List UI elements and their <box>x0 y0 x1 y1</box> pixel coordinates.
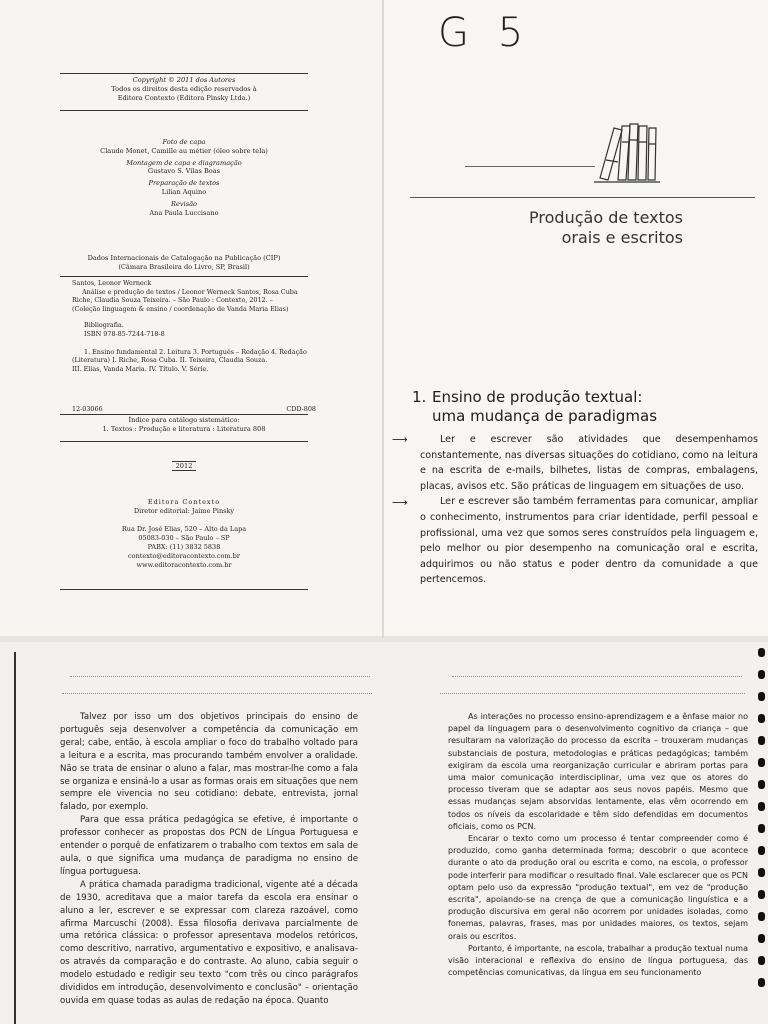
section-title-line2: uma mudança de paradigmas <box>432 407 658 425</box>
cip-line: Riche, Claudia Souza Teixeira. – São Paulo : Contexto, 2012. – <box>72 296 273 305</box>
credit-name: Lilian Aquino <box>161 187 207 196</box>
section-number: 1. <box>412 388 427 406</box>
book-fold <box>382 0 384 638</box>
index-block <box>60 416 308 434</box>
page-edge <box>14 652 16 1024</box>
chapter-title-line1: Produção de textos <box>529 208 683 227</box>
cip-biblio: Bibliografia. <box>84 321 124 330</box>
header-dotted-rule <box>452 676 742 677</box>
rights-line: Todos os direitos desta edição reservados à <box>111 84 257 93</box>
handwritten-note: G 5 <box>438 10 532 56</box>
cip-title: Dados Internacionais de Catalogação na Publicação (CIP) <box>87 254 281 262</box>
cip-line: Santos, Leonor Werneck <box>72 279 152 287</box>
credit-role: Revisão <box>171 199 197 208</box>
paragraph: Portanto, é importante, na escola, trabalhar a produção textual numa visão interacional e reflexiva do ensino de língua portuguesa, das competências comunicativas, da língua em seu funcionamento <box>448 943 748 978</box>
cip-code-right: CDD-808 <box>286 405 316 413</box>
spiral-binding-icon <box>758 648 766 1024</box>
header-dotted-rule <box>70 676 370 677</box>
page-gutter <box>0 636 768 642</box>
credit-name: Gustavo S. Vilas Boas <box>147 167 221 176</box>
margin-arrow-icon: ⟶ <box>392 433 408 446</box>
credit-role: Preparação de textos <box>148 179 220 188</box>
publisher-email: contexto@editoracontexto.com.br <box>128 552 240 560</box>
right-body-text <box>448 711 748 979</box>
cip-subject: (Literatura) I. Riche, Rosa Cuba. II. Teixeira, Claudia Souza. <box>72 356 268 365</box>
paragraph: A prática chamada paradigma tradicional, vigente até a década de 1930, acreditava que a maior tarefa da escola era ensinar o aluno a ler, escrever e se expressar com clareza razoável, como afirma Marcuschi (2008). Essa filosofia derivava parcialmente de uma retórica clássica: o professor apresentava modelos retóricos, como descritivo, narrativo, argumentativo e expositivo, e analisava-os através da comparação e do contraste. Ao aluno, cabia seguir o modelo estudado e redigir seu texto "com três ou cinco parágrafos divididos em introdução, desenvolvimento e conclusão" – orientação ouvida em quase todas as aulas de redação na época. Quanto <box>60 879 358 1006</box>
copyright-line: Copyright © 2011 dos Autores <box>132 76 236 84</box>
books-illustration-icon <box>592 120 662 190</box>
copyright-rule <box>60 110 308 111</box>
credit-role: Montagem de capa e diagramação <box>126 158 242 167</box>
publisher-address: Rua Dr. José Elias, 520 – Alto da Lapa <box>121 525 247 533</box>
publisher-director: Diretor editorial: Jaime Pinsky <box>133 507 235 515</box>
publisher-block <box>60 498 308 570</box>
year: 2012 <box>60 462 308 471</box>
section-title-line1: Ensino de produção textual: <box>432 388 643 406</box>
credits-block <box>60 138 308 217</box>
section-body <box>392 432 758 588</box>
index-title: Índice para catálogo sistemático: <box>128 416 240 424</box>
header-dotted-rule <box>440 693 745 694</box>
paragraph: Talvez por isso um dos objetivos principais do ensino de português seja desenvolver a competência da comunicação em geral; cabe, então, à escola ampliar o foco do trabalho voltado para a leitura e a escrita, mas procurando também envolver a oralidade. Não se trata de ensinar o aluno a falar, mas mostrar-lhe como a fala se organiza e ensiná-lo a usar as formas orais em situações que nem sempre ele vivencia no seu cotidiano: debate, entrevista, jornal falado, por exemplo. <box>60 712 358 813</box>
publisher-web: www.editoracontexto.com.br <box>136 561 232 569</box>
paragraph: Para que essa prática pedagógica se efetive, é importante o professor conhecer as propostas dos PCN de Língua Portuguesa e entender o porquê de enfatizarem o trabalho com textos em sala de aula, o que significa uma mudança de paradigma no ensino de língua portuguesa. <box>60 815 358 877</box>
cip-code-left: 12-03066 <box>72 405 103 413</box>
copyright-block <box>60 76 308 102</box>
paragraph: Ler e escrever são também ferramentas para comunicar, ampliar o conhecimento, instrumentos para criar identidade, perfil pessoal e profissional, uma vez que somos seres construídos pela linguagem e, pelo melhor ou pior desempenho na comunicação oral e escrita, adquirimos ou não status e poder dentro da comunidade a que pertencemos. <box>420 496 758 586</box>
paragraph: Encarar o texto como um processo é tentar compreender como é produzido, como ganha determinada forma; descobrir o que acontece durante o ato da produção oral ou escrita e como, na escola, o professor pode interferir para modificar o resultado final. Vale esclarecer que os PCN optam pelo uso da expressão "produção textual", em vez de "produção escrita", apoiando-se na crença de que a comunicação linguística e a produção discursiva em geral não ocorrem por unidades isoladas, como fonemas, palavras, frases, mas por unidades maiores, os textos, sejam orais ou escritos. <box>448 834 748 941</box>
credit-role: Foto de capa <box>162 138 206 146</box>
cip-subject: 1. Ensino fundamental 2. Leitura 3. Português – Redação 4. Redação <box>84 347 307 356</box>
publisher-name: Editora Contexto <box>147 498 221 506</box>
chapter-rule <box>410 197 755 198</box>
header-dotted-rule <box>62 693 372 694</box>
left-body-text <box>60 711 358 1008</box>
paragraph: Ler e escrever são atividades que desempenhamos constantemente, nas diversas situações do cotidiano, como na leitura e na escrita de e-mails, bilhetes, listas de compras, embalagens, placas, avisos etc. São práticas de linguagem em situações de uso. <box>420 434 758 492</box>
index-rule <box>60 441 308 442</box>
cip-subtitle: (Câmara Brasileira do Livro, SP, Brasil) <box>118 262 250 271</box>
publisher-line: Editora Contexto (Editora Pinsky Ltda.) <box>117 93 251 102</box>
header-rule <box>465 166 595 167</box>
cip-heading <box>60 254 308 272</box>
cip-rule <box>60 276 308 277</box>
margin-arrow-icon: ⟶ <box>392 496 408 509</box>
chapter-title <box>529 208 683 248</box>
publisher-zip: 05083-030 – São Paulo – SP <box>138 534 230 542</box>
section-heading <box>412 388 657 426</box>
cip-line: (Coleção linguagem & ensino / coordenação de Vanda Maria Elias) <box>72 304 289 313</box>
bottom-rule <box>60 589 308 590</box>
chapter-title-line2: orais e escritos <box>561 228 683 247</box>
cip-isbn: ISBN 978-85-7244-718-8 <box>84 329 165 338</box>
credit-name: Claude Monet, Camille au métier (óleo sobre tela) <box>100 146 268 155</box>
codes-rule <box>60 414 308 415</box>
cip-codes <box>72 405 316 414</box>
cip-entry <box>72 279 312 373</box>
cip-subject: III. Elias, Vanda Maria. IV. Título. V. Série. <box>72 364 209 373</box>
index-entry: 1. Textos : Produção e literatura : Literatura 808 <box>102 424 266 433</box>
top-rule <box>60 73 308 74</box>
paragraph: As interações no processo ensino-aprendizagem e a ênfase maior no papel da linguagem para o desenvolvimento cognitivo da criança – que resultaram na valorização do processo da escrita – trouxeram mudanças substanciais de postura, metodologias e práticas pedagógicas; também exigiram da escola uma reorganização curricular e abriram portas para uma maior comunicação interdisciplinar, uma vez que os atores do processo tiveram que se adaptar aos seus novos papéis. Mesmo que essas mudanças sejam absorvidas lentamente, elas vêm ocorrendo em todos os níveis da escolaridade e têm sido defendidas em documentos oficiais, como os PCN. <box>448 712 748 831</box>
credit-name: Ana Paula Luccisano <box>149 208 219 217</box>
publisher-phone: PABX: (11) 3832 5838 <box>147 543 221 551</box>
cip-line: Análise e produção de textos / Leonor Werneck Santos, Rosa Cuba <box>82 287 298 296</box>
